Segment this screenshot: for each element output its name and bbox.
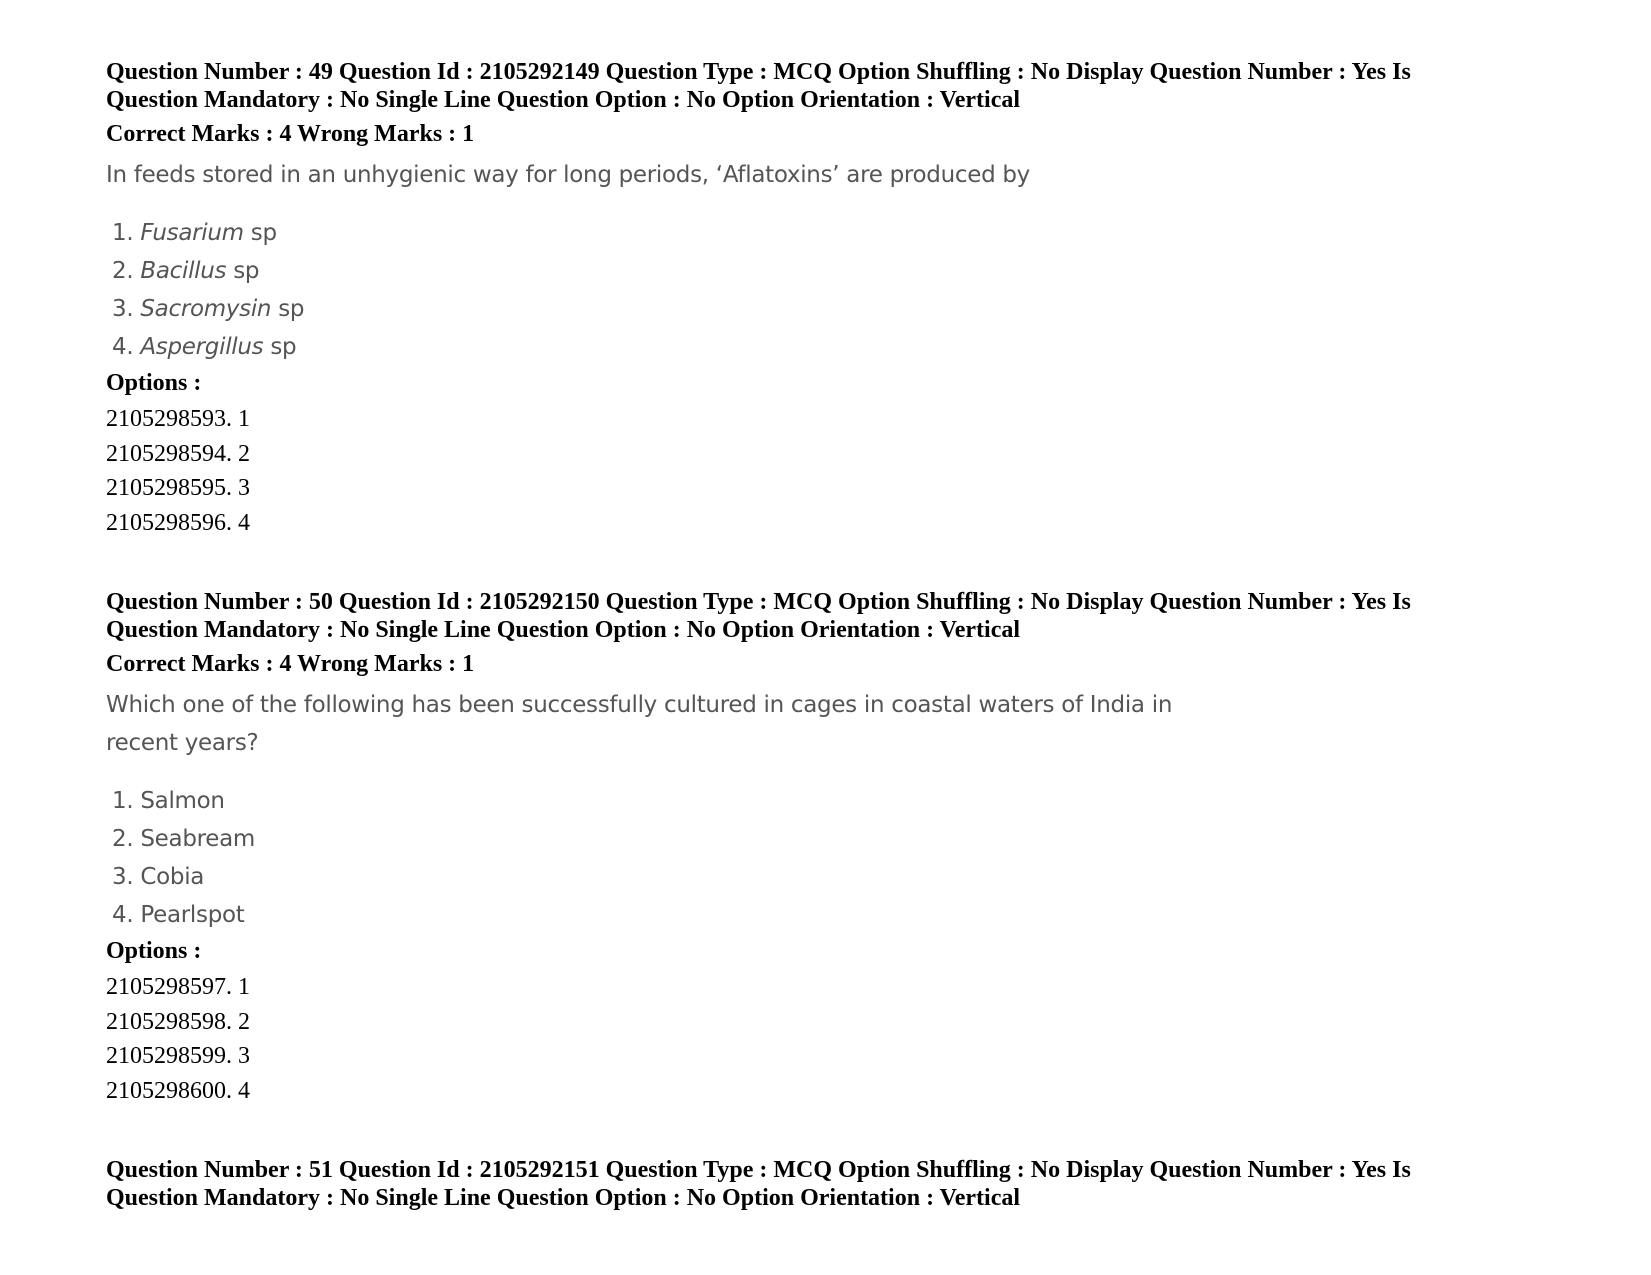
option-id-item: 2105298599. 3 xyxy=(106,1043,250,1069)
option-id-item: 2105298595. 3 xyxy=(106,475,250,501)
question-meta-line2: Question Mandatory : No Single Line Question Option : No Option Orientation : Vertical xyxy=(106,617,1021,643)
choice-text: Salmon xyxy=(140,788,225,814)
choice-text: Seabream xyxy=(140,826,256,852)
question-text-line2: recent years? xyxy=(106,730,259,756)
choice-rest-text: sp xyxy=(243,220,277,246)
choice-list xyxy=(106,214,1546,366)
question-meta-line1: Question Number : 50 Question Id : 2105292150 Question Type : MCQ Option Shuffling : No Display Question Number : Yes Is xyxy=(106,589,1411,615)
choice-rest-text: sp xyxy=(271,296,305,322)
question-text-line1: Which one of the following has been successfully cultured in cages in coastal waters of India in xyxy=(106,692,1173,718)
option-id-item: 2105298596. 4 xyxy=(106,509,250,536)
options-list xyxy=(106,402,1546,540)
choice-list xyxy=(106,782,1546,934)
options-list xyxy=(106,970,1546,1108)
section-gap xyxy=(106,540,1546,588)
options-label: Options : xyxy=(106,938,202,964)
choice-item xyxy=(112,290,1546,328)
choice-number: 4. xyxy=(112,334,134,360)
question-meta xyxy=(106,1156,1546,1212)
choice-italic-text: Bacillus xyxy=(140,258,227,284)
question-text: In feeds stored in an unhygienic way for long periods, ‘Aflatoxins’ are produced by xyxy=(106,162,1030,188)
option-id-item: 2105298600. 4 xyxy=(106,1077,250,1104)
choice-item xyxy=(112,214,1546,252)
option-id-item: 2105298594. 2 xyxy=(106,440,250,467)
choice-item xyxy=(112,328,1546,366)
choice-italic-text: Fusarium xyxy=(140,220,244,246)
question-meta xyxy=(106,58,1546,114)
choice-italic-text: Aspergillus xyxy=(140,334,264,360)
choice-number: 3. xyxy=(112,864,134,890)
choice-number: 1. xyxy=(112,788,134,814)
question-49 xyxy=(106,58,1546,540)
choice-item xyxy=(112,858,1546,896)
question-meta-line1: Question Number : 49 Question Id : 2105292149 Question Type : MCQ Option Shuffling : No Display Question Number : Yes Is xyxy=(106,59,1411,85)
options-label: Options : xyxy=(106,370,202,396)
question-marks: Correct Marks : 4 Wrong Marks : 1 xyxy=(106,651,475,677)
choice-number: 4. xyxy=(112,902,134,928)
choice-number: 2. xyxy=(112,258,134,284)
choice-rest-text: sp xyxy=(226,258,260,284)
option-id-item: 2105298598. 2 xyxy=(106,1008,250,1035)
choice-item xyxy=(112,896,1546,934)
question-meta-line2: Question Mandatory : No Single Line Question Option : No Option Orientation : Vertical xyxy=(106,1185,1021,1211)
choice-number: 2. xyxy=(112,826,134,852)
option-id-item: 2105298593. 1 xyxy=(106,406,250,432)
question-meta-line1: Question Number : 51 Question Id : 2105292151 Question Type : MCQ Option Shuffling : No Display Question Number : Yes Is xyxy=(106,1157,1411,1183)
question-meta xyxy=(106,588,1546,644)
question-meta-line2: Question Mandatory : No Single Line Question Option : No Option Orientation : Vertical xyxy=(106,87,1021,113)
document-page xyxy=(106,58,1546,1212)
option-id-item: 2105298597. 1 xyxy=(106,974,250,1000)
choice-text: Cobia xyxy=(140,864,205,890)
question-50 xyxy=(106,588,1546,1108)
question-text xyxy=(106,686,1226,762)
choice-rest-text: sp xyxy=(263,334,297,360)
choice-item xyxy=(112,820,1546,858)
choice-italic-text: Sacromysin xyxy=(140,296,272,322)
choice-item xyxy=(112,252,1546,290)
choice-item xyxy=(112,782,1546,820)
choice-number: 3. xyxy=(112,296,134,322)
choice-text: Pearlspot xyxy=(140,902,245,928)
question-marks: Correct Marks : 4 Wrong Marks : 1 xyxy=(106,121,475,147)
section-gap xyxy=(106,1108,1546,1156)
choice-number: 1. xyxy=(112,220,134,246)
question-51 xyxy=(106,1156,1546,1212)
